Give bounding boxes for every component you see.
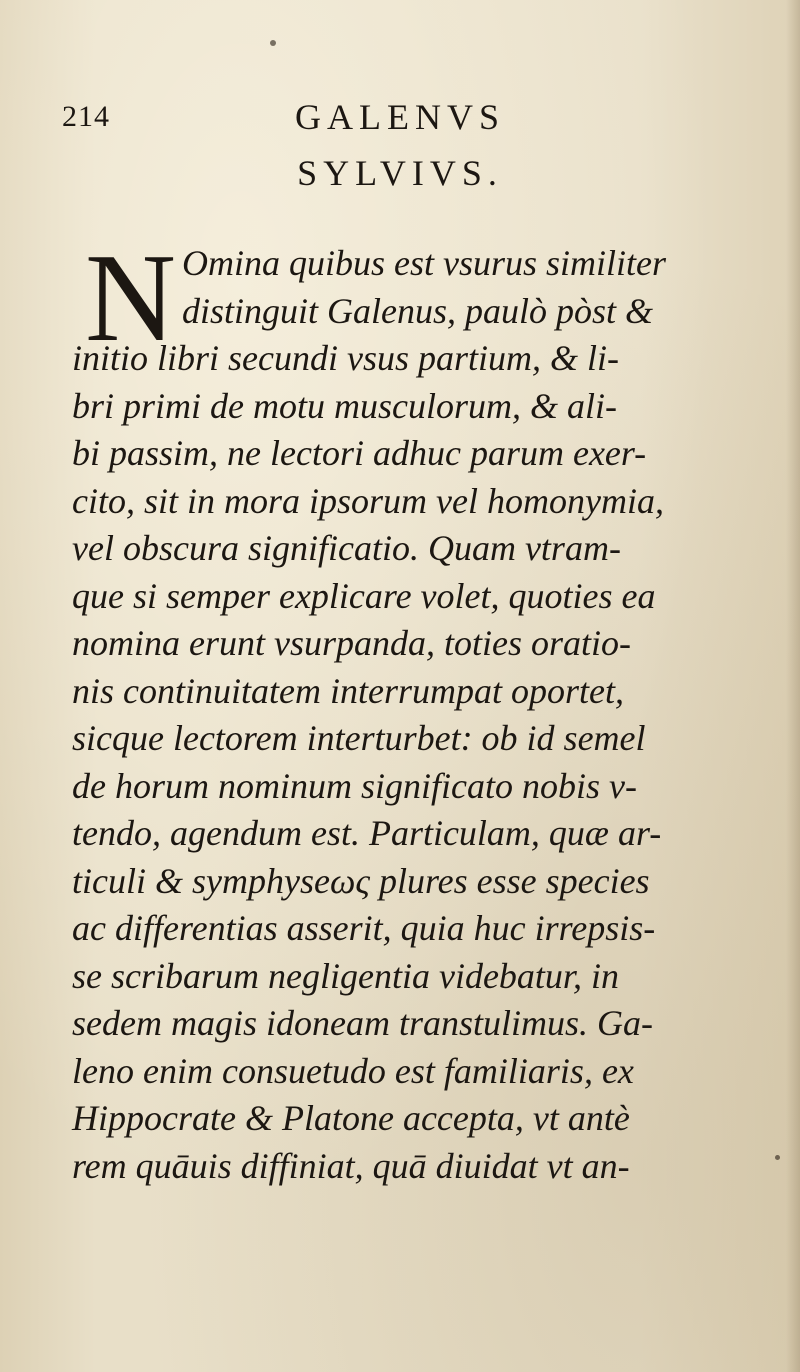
text-line: tendo, agendum est. Particulam, quæ ar- [72, 813, 662, 853]
text-line: leno enim consuetudo est familiaris, ex [72, 1050, 634, 1091]
text-line: Omina quibus est vsurus similiter [182, 243, 667, 283]
text-line: Hippocrate & Platone accepta, vt antè [72, 1098, 630, 1138]
page-edge-shadow [786, 0, 800, 1372]
text-line: initio libri secundi vsus partium, & li- [72, 338, 619, 378]
text-line: se scribarum negligentia videbatur, in [72, 955, 619, 996]
text-line: bri primi de motu musculorum, & ali- [72, 385, 617, 426]
text-line: ac differentias asserit, quia huc irrepsis- [72, 908, 656, 948]
running-title-line-1: GALENVS [295, 97, 505, 137]
text-line: sedem magis idoneam transtulimus. Ga- [72, 1003, 653, 1043]
text-line: rem quāuis diffiniat, quā diuidat vt an- [72, 1145, 630, 1186]
text-line: de horum nominum significato nobis v- [72, 765, 637, 806]
drop-cap: N [85, 229, 176, 368]
ink-fleck [270, 40, 276, 46]
running-title-line-2: SYLVIVS. [297, 153, 503, 193]
text-line: nis continuitatem interrumpat oportet, [72, 670, 624, 711]
page-number: 214 [62, 100, 110, 133]
text-line: nomina erunt vsurpanda, toties oratio- [72, 623, 631, 663]
text-line: ticuli & symphyseως plures esse species [72, 860, 650, 901]
text-line: cito, sit in mora ipsorum vel homonymia, [72, 480, 664, 521]
ink-fleck [775, 1155, 780, 1160]
text-line: distinguit Galenus, paulò pòst & [182, 290, 654, 331]
text-line: vel obscura significatio. Quam vtram- [72, 528, 621, 568]
text-line: sicque lectorem interturbet: ob id semel [72, 718, 646, 758]
text-line: que si semper explicare volet, quoties ea [72, 575, 656, 616]
body-text [72, 240, 712, 1190]
text-line: bi passim, ne lectori adhuc parum exer- [72, 433, 647, 473]
